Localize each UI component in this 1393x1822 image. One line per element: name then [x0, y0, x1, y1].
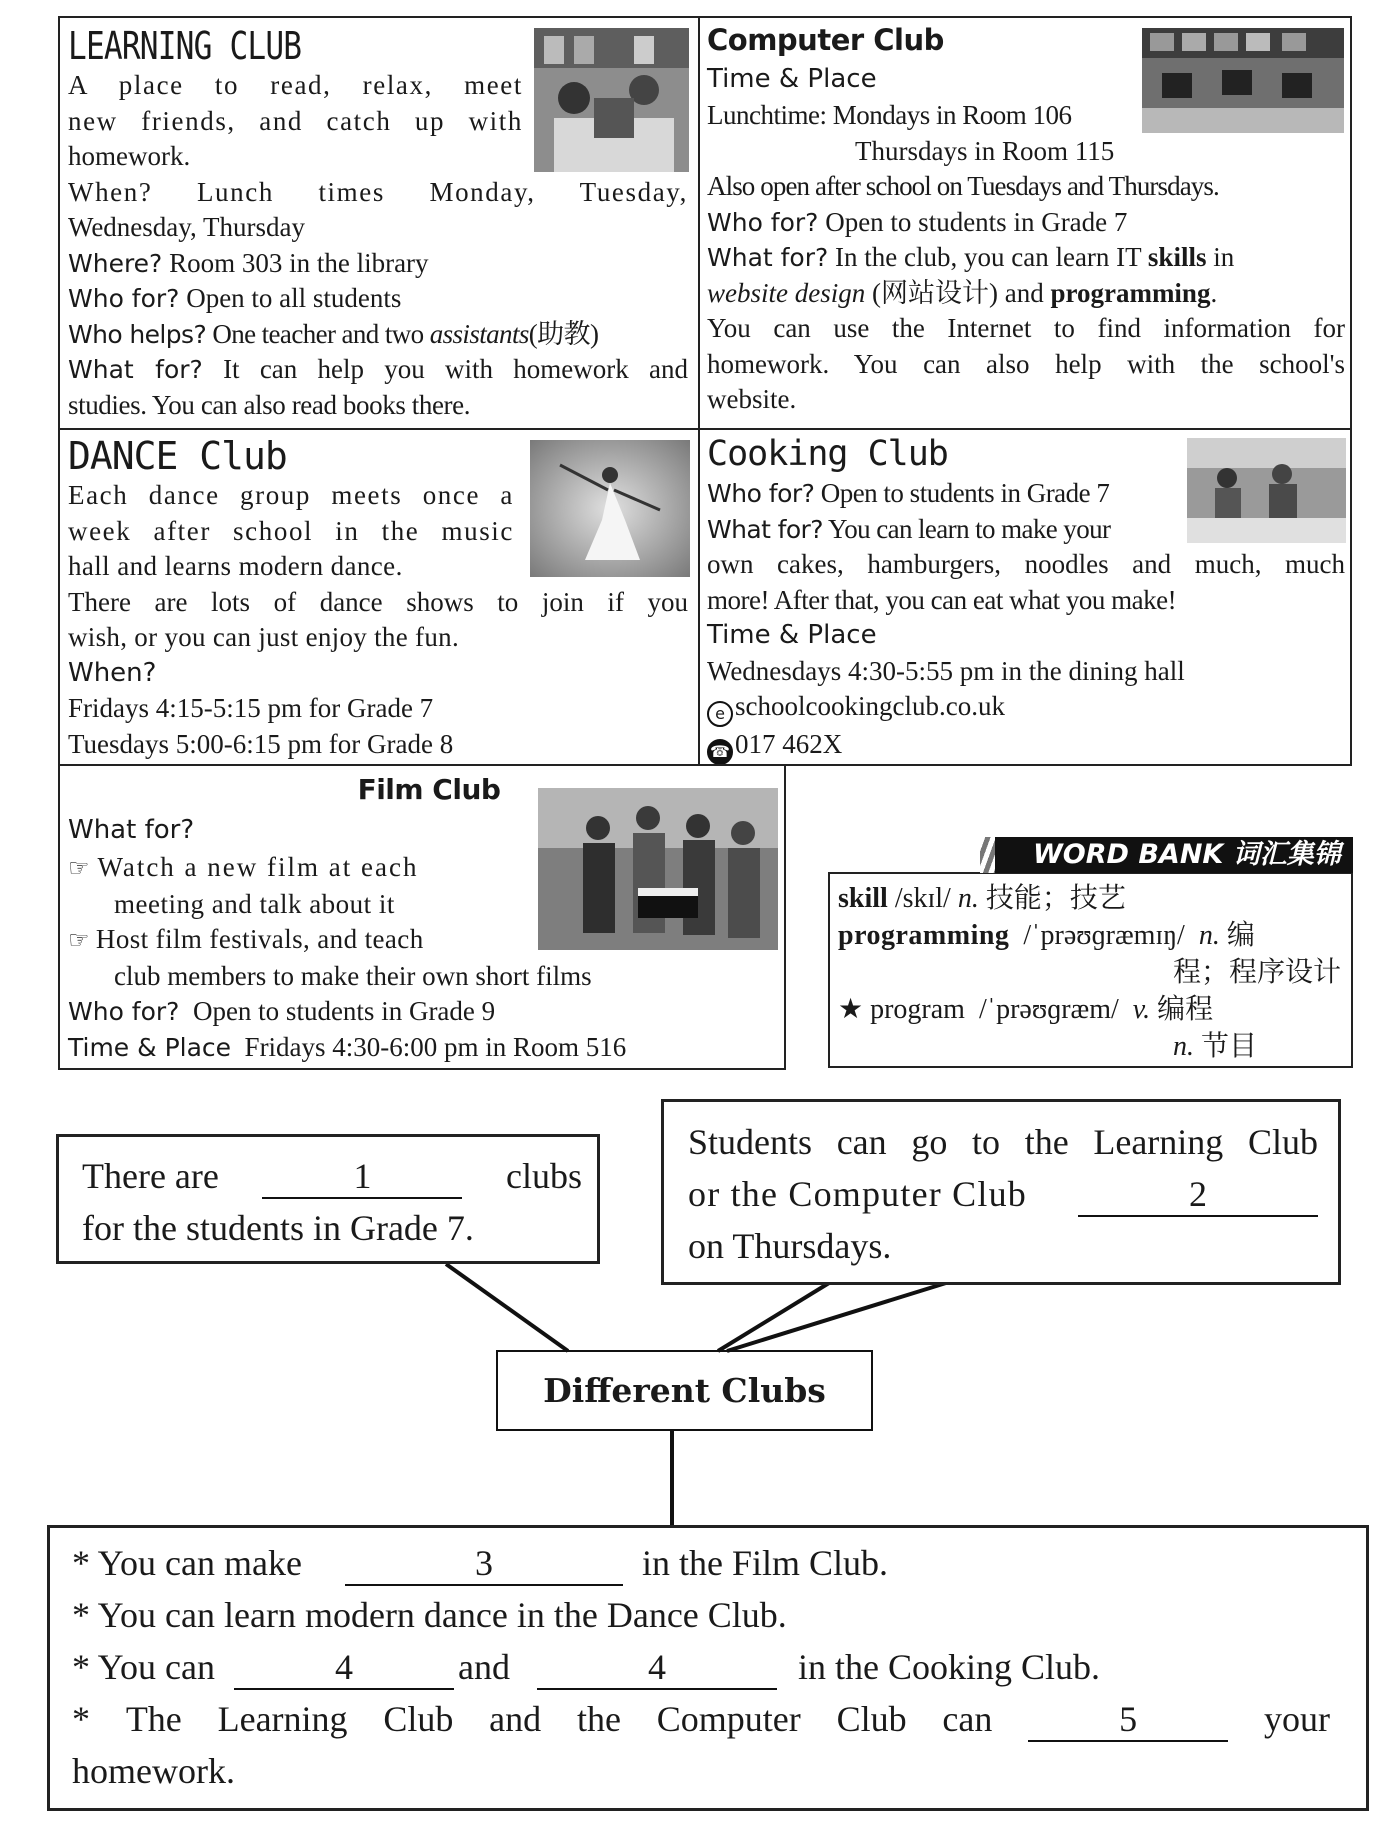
pointing-hand-icon: ☞	[68, 854, 92, 882]
learning-whofor-label: Who for?	[68, 284, 180, 313]
word-programming-cn-1: 编	[1226, 920, 1255, 951]
cooking-phone: 017 462X	[735, 729, 843, 759]
phone-icon: ☎	[707, 739, 733, 765]
word-skill-cn: 技能；技艺	[985, 883, 1126, 914]
exercise-box-3-text	[72, 1537, 1330, 1797]
computer-line-1: Lunchtime: Mondays in Room 106	[707, 100, 1072, 130]
word-programming-ipa: /ˈprəʊɡræmɪŋ/	[1023, 920, 1185, 951]
cooking-time-text: Wednesdays 4:30-5:55 pm in the dining hall	[707, 655, 1185, 686]
box3-l4-w6: Club	[836, 1699, 907, 1739]
box3-l3-a: * You can	[72, 1647, 216, 1687]
box1-text-b: clubs	[505, 1156, 582, 1196]
blank-4b[interactable]: 4	[537, 1646, 777, 1690]
learning-intro-1: A place to read, relax, meet	[68, 70, 523, 100]
film-whatfor-label: What for?	[68, 815, 195, 845]
word-bank-heading: WORD BANK 词汇集锦	[995, 837, 1353, 873]
box2-line-1: Students can go to the Learning Club	[688, 1122, 1318, 1162]
blank-3[interactable]: 3	[345, 1542, 623, 1586]
learning-whohelps-label: Who helps?	[68, 319, 207, 349]
computer-whatfor-cn: (网站设计)	[871, 277, 998, 308]
word-program-cn: 编程	[1157, 994, 1214, 1025]
computer-club-title: Computer Club	[707, 23, 944, 57]
computer-whatfor-programming: programming	[1050, 277, 1211, 308]
blank-4a[interactable]: 4	[234, 1646, 454, 1690]
box3-l4-w2: Club	[383, 1699, 454, 1739]
computer-line-2: Thursdays in Room 115	[855, 135, 1115, 166]
exercise-box-2-text	[688, 1116, 1318, 1272]
word-programming-pos: n.	[1198, 920, 1220, 951]
blank-5[interactable]: 5	[1028, 1698, 1228, 1742]
cooking-whofor-label: Who for?	[707, 479, 815, 508]
globe-icon: e	[707, 701, 733, 727]
box3-l1-a: * You can make	[72, 1543, 302, 1583]
box2-text-b: or the Computer Club	[688, 1174, 1027, 1214]
word-skill-pos: n.	[957, 883, 979, 914]
dance-line-2: week after school in the music	[68, 515, 514, 546]
box3-l4-w3: and	[489, 1699, 542, 1739]
connector-right-a	[718, 1283, 829, 1351]
word-programming: programming	[838, 920, 1010, 951]
box1-line-1	[82, 1150, 582, 1202]
box3-l4-w7: can	[942, 1699, 993, 1739]
computer-whatfor-skills: skills	[1147, 242, 1207, 272]
box1-text-a: There are	[82, 1156, 219, 1196]
box3-line-3	[72, 1641, 1330, 1693]
box3-l1-b: in the Film Club.	[641, 1543, 889, 1583]
computer-line-3: Also open after school on Tuesdays and Thursdays.	[707, 171, 1219, 201]
learning-whatfor-text-2: studies. You can also read books there.	[68, 389, 471, 420]
film-whofor-label: Who for?	[68, 997, 180, 1026]
word-program-cn-2: 节目	[1201, 1031, 1258, 1062]
dance-time-1: Fridays 4:15-5:15 pm for Grade 7	[68, 693, 434, 723]
dance-time-2: Tuesdays 5:00-6:15 pm for Grade 8	[68, 728, 454, 759]
film-time-text: Fridays 4:30-6:00 pm in Room 516	[244, 1031, 627, 1062]
cooking-whofor-text: Open to students in Grade 7	[820, 478, 1110, 508]
word-programming-cn-2: 程；程序设计	[1172, 957, 1341, 988]
box2-text-c: on Thursdays.	[688, 1226, 892, 1266]
box3-line-4	[72, 1693, 1330, 1745]
box3-line-1	[72, 1537, 1330, 1589]
word-program-pos-2: n.	[1173, 1031, 1194, 1062]
learning-whatfor-text: It can help you with homework and	[223, 354, 689, 384]
computer-line-b: homework. You can also help with the school's	[707, 348, 1345, 379]
exercise-box-1-text	[82, 1150, 582, 1254]
box3-l4-w5: Computer	[656, 1699, 801, 1739]
learning-intro-3: homework.	[68, 141, 191, 171]
computer-whatfor-in: in	[1213, 242, 1235, 272]
box3-l4-w1: Learning	[217, 1699, 348, 1739]
cooking-club-title: Cooking Club	[707, 434, 948, 474]
learning-whohelps-em: assistants	[429, 318, 529, 349]
cooking-whatfor-label: What for?	[707, 514, 823, 544]
learning-club-title: LEARNING CLUB	[68, 24, 302, 68]
learning-whofor-text: Open to all students	[186, 283, 402, 313]
learning-whatfor-label: What for?	[68, 355, 203, 384]
dance-line-1: Each dance group meets once a	[68, 480, 514, 510]
cooking-line-3: more! After that, you can eat what you make!	[707, 584, 1177, 615]
computer-line-c: website.	[707, 384, 797, 414]
film-club-title: Film Club	[357, 773, 501, 806]
dance-line-5: wish, or you can just enjoy the fun.	[68, 622, 459, 652]
star-icon: ★	[838, 994, 864, 1025]
blank-2[interactable]: 2	[1078, 1173, 1318, 1217]
film-whofor-text: Open to students in Grade 9	[192, 996, 496, 1026]
computer-line-a: You can use the Internet to find information for	[707, 313, 1345, 343]
word-program-pos: v.	[1132, 994, 1151, 1025]
computer-whofor-text: Open to students in Grade 7	[825, 206, 1128, 237]
cooking-whatfor-text: You can learn to make your	[828, 513, 1111, 544]
learning-intro-2: new friends, and catch up with	[68, 105, 523, 136]
learning-whohelps-text: One teacher and two	[212, 318, 424, 349]
computer-whatfor-and: and	[1004, 277, 1044, 308]
film-item-2a-text: Host film festivals, and teach	[95, 924, 424, 954]
box3-l4-your: your	[1263, 1699, 1330, 1739]
cooking-line-2: own cakes, hamburgers, noodles and much, much	[707, 549, 1345, 579]
computer-whatfor-em: website design	[707, 277, 866, 308]
computer-whatfor-text: In the club, you can learn IT	[835, 242, 1142, 272]
dance-club-title: DANCE Club	[68, 434, 287, 478]
learning-where-text: Room 303 in the library	[169, 247, 429, 278]
box3-l3-b: in the Cooking Club.	[798, 1647, 1101, 1687]
box3-l4-b: homework.	[72, 1751, 235, 1791]
film-time-label: Time & Place	[68, 1032, 232, 1062]
box3-l4-star: *	[72, 1699, 90, 1739]
learning-when-label: When?	[68, 176, 153, 207]
dance-when-label: When?	[68, 657, 157, 688]
box3-l4-w4: the	[576, 1699, 621, 1739]
computer-time-label: Time & Place	[707, 64, 877, 94]
word-skill-ipa: /skɪl/	[894, 883, 951, 914]
film-item-1a-text: Watch a new film at each	[97, 852, 419, 882]
dance-line-4: There are lots of dance shows to join if you	[68, 586, 688, 617]
computer-whatfor-label: What for?	[707, 243, 829, 272]
computer-whatfor-dot: .	[1210, 277, 1218, 308]
blank-1[interactable]: 1	[262, 1155, 462, 1199]
box1-text-c: for the students in Grade 7.	[82, 1208, 474, 1248]
box3-line-2: * You can learn modern dance in the Dance Club.	[72, 1595, 787, 1635]
different-clubs-box: Different Clubs	[496, 1350, 873, 1431]
learning-when-text-2: Wednesday, Thursday	[68, 212, 306, 242]
learning-when-text: Lunch times Monday, Tuesday,	[196, 176, 688, 207]
cooking-web[interactable]: schoolcookingclub.co.uk	[735, 691, 1005, 721]
dance-line-3: hall and learns modern dance.	[68, 551, 403, 581]
box2-line-2	[688, 1168, 1318, 1220]
pointing-hand-icon: ☞	[68, 926, 90, 954]
cooking-time-label: Time & Place	[707, 620, 877, 650]
learning-where-label: Where?	[68, 248, 163, 278]
computer-whofor-label: Who for?	[707, 207, 819, 237]
word-skill: skill	[838, 883, 888, 914]
learning-whohelps-cn: (助教)	[528, 318, 599, 349]
word-program-ipa: /ˈprəʊɡræm/	[978, 994, 1119, 1025]
film-item-2b: club members to make their own short films	[114, 960, 592, 991]
box3-l3-and: and	[458, 1647, 510, 1687]
connector-right-b	[727, 1283, 946, 1351]
word-program: program	[870, 994, 965, 1025]
connector-left	[446, 1264, 568, 1351]
box3-l4-w0: The	[125, 1699, 182, 1739]
film-item-1b: meeting and talk about it	[114, 888, 395, 919]
